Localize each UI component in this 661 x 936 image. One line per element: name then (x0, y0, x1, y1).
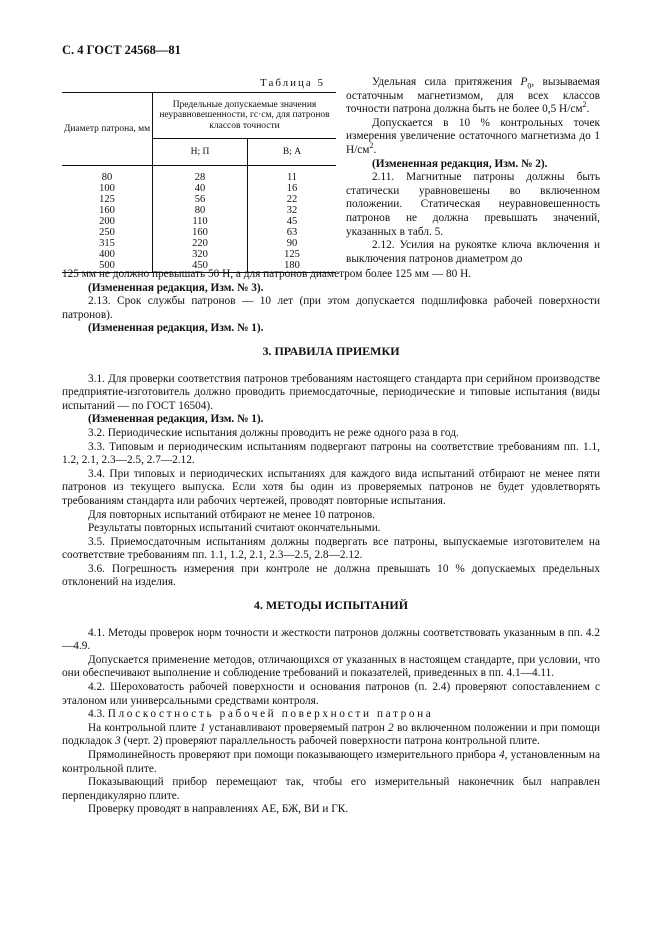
paragraph-4-3-a: На контрольной плите 1 устанавливают проверяемый патрон 2 во включенном положении и при помощи подкладок 3 (черт. 2) проверяют параллельность рабочей поверхности патрона контрольной плите. (62, 721, 600, 748)
edit-note: (Измененная редакция, Изм. № 3). (88, 281, 264, 294)
section-4-heading: 4. МЕТОДЫ ИСПЫТАНИЙ (253, 598, 409, 613)
table-row: 315 220 90 (62, 238, 336, 249)
paragraph-magnetic-force: Удельная сила притяжения $P_0$, вызываемая остаточным магнетизмом, для всех классов точности патрона должна быть не более 0,5 $Н/см^2$. (346, 76, 600, 116)
paragraph-2-13: 2.13. Срок службы патронов — 10 лет (при этом допускается подшлифовка рабочей поверхности патронов). (62, 295, 600, 321)
paragraph-4-2: 4.2. Шероховатость рабочей поверхности и основания патронов (п. 2.4) проверяют сопоставлением с эталоном или универсальными средствами контроля. (62, 681, 600, 707)
table-subheader-va: В; А (248, 138, 337, 165)
table-row: 160 80 32 (62, 205, 336, 216)
paragraph-2-11: 2.11. Магнитные патроны должны быть статически уравновешены во включенном положении. Статическая неуравновешенность патронов не должна превышать значений, указанных в табл. 5. (346, 171, 600, 238)
paragraph-4-3-c: Показывающий прибор перемещают так, чтобы его измерительный наконечник был направлен перпендикулярно плите. (62, 776, 600, 802)
table-row: 100 40 16 (62, 183, 336, 194)
paragraph-4-3-d: Проверку проводят в направлениях АЕ, БЖ, ВИ и ГК. (88, 803, 349, 816)
page-header: С. 4 ГОСТ 24568—81 (62, 43, 181, 57)
table-row: 400 320 125 (62, 249, 336, 260)
table-subheader-np: Н; П (153, 138, 248, 165)
table-row: 200 110 45 (62, 216, 336, 227)
paragraph-3-6: 3.6. Погрешность измерения при контроле не должна превышать 10 % допускаемых предельных отклонений на изделия. (62, 562, 600, 589)
paragraph-3-3: 3.3. Типовым и периодическим испытаниям подвергают патроны на соответствие требованиям пп. 1.1, 1.2, 2.1, 2.3—2.5, 2.7—2.12. (62, 440, 600, 467)
table-5 (62, 92, 336, 273)
paragraph-4-3-b: Прямолинейность проверяют при помощи показывающего измерительного прибора 4, установленным на контрольной плите. (62, 749, 600, 775)
paragraph-4-1: 4.1. Методы проверок норм точности и жесткости патронов должны соответствовать указанным в пп. 4.2—4.9. (62, 626, 600, 653)
paragraph-4-3-title: 4.3. Плоскостность рабочей поверхности патрона (88, 708, 434, 721)
right-column (346, 76, 600, 266)
edit-note: (Измененная редакция, Изм. № 1). (88, 413, 264, 426)
table-row: 80 28 11 (62, 166, 336, 184)
table-header-group: Предельные допускаемые значения неуравновешенности, гс·см, для патронов классов точности (153, 93, 337, 139)
edit-note: (Измененная редакция, Изм. № 1). (88, 322, 264, 335)
paragraph-3-5: 3.5. Приемосдаточным испытаниям должны подвергать все патроны, выпускаемые изготовителем на соответствие требованиям пп. 1.1, 1.2, 2.1, 2.3—2.5, 2.8—2.12. (62, 535, 600, 562)
table-row: 500 450 180 (62, 260, 336, 273)
section-3-heading: 3. ПРАВИЛА ПРИЕМКИ (262, 343, 400, 358)
paragraph-3-1: 3.1. Для проверки соответствия патронов требованиям настоящего стандарта при серийном производстве предприятие-изготовитель должно проводить приемосдаточные, периодические и типовые испытания (виды испытаний — по ГОСТ 16504). (62, 372, 600, 412)
table-caption: Таблица 5 (260, 77, 326, 89)
table-row: 125 56 22 (62, 194, 336, 205)
paragraph-residual-magnetism: Допускается в 10 % контрольных точек измерения увеличение остаточного магнетизма до 1 $Н/см^2$. (346, 116, 600, 156)
paragraph-3-4-b: Для повторных испытаний отбирают не менее 10 патронов. (88, 508, 376, 521)
edit-note: (Измененная редакция, Изм. № 2). (372, 157, 548, 170)
paragraph-4-1-b: Допускается применение методов, отличающихся от указанных в настоящем стандарте, при условии, что они обеспечивают выполнение и соблюдение требований и показателей, приведенных в пп. 4.1—4.11. (62, 653, 600, 680)
paragraph-3-2: 3.2. Периодические испытания должны проводить не реже одного раза в год. (88, 426, 459, 439)
table-row: 250 160 63 (62, 227, 336, 238)
table-header-diameter: Диаметр патрона, мм (62, 93, 153, 166)
paragraph-2-12-continued: 125 мм не должно превышать 50 Н, а для патронов диаметром более 125 мм — 80 Н. (62, 268, 472, 280)
paragraph-2-12: 2.12. Усилия на рукоятке ключа включения и выключения патронов диаметром до (346, 239, 600, 265)
paragraph-3-4: 3.4. При типовых и периодических испытаниях для каждого вида испытаний отбирают не менее пяти патронов из текущего выпуска. Если хотя бы один из проверяемых патронов не будет удовлетворять требованиям стандарта или рабочих чертежей, проводят повторные испытания. (62, 467, 600, 507)
paragraph-3-4-c: Результаты повторных испытаний считают окончательными. (88, 522, 381, 535)
main-text (62, 268, 600, 817)
